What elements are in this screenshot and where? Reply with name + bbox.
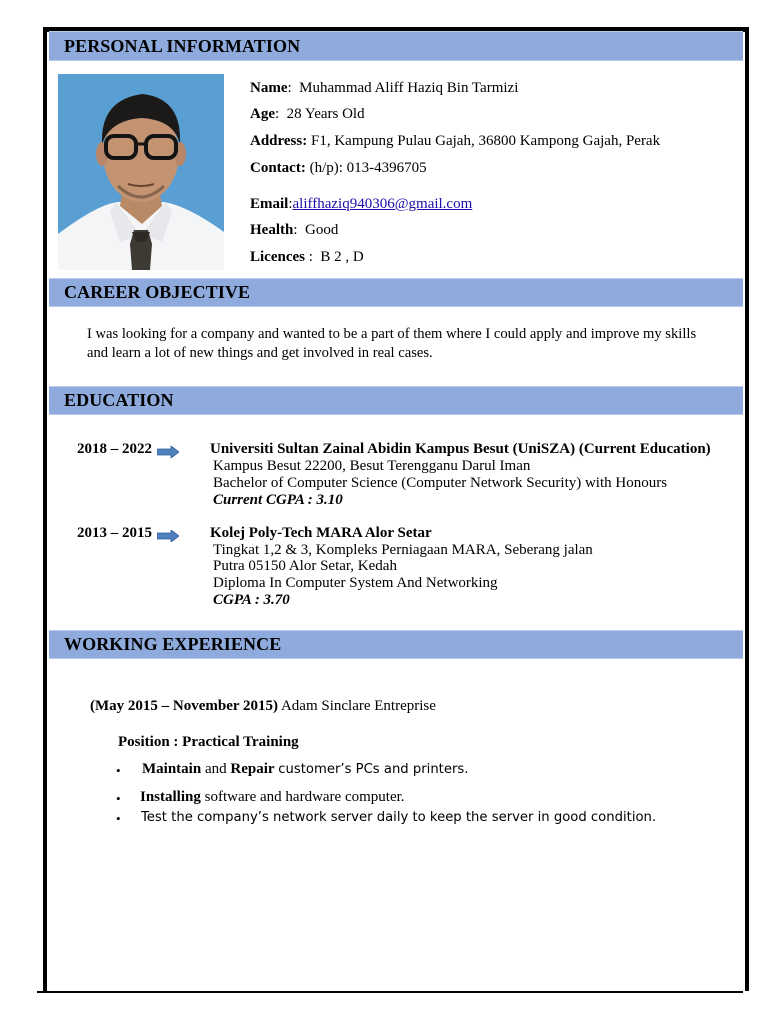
section-header-personal	[49, 31, 743, 61]
name-line: Name: Muhammad Aliff Haziq Bin Tarmizi	[250, 80, 519, 96]
name-value: Muhammad Aliff Haziq Bin Tarmizi	[299, 80, 519, 96]
experience-period: (May 2015 – November 2015)	[90, 698, 279, 714]
edu-years: 2013 – 2015	[77, 525, 152, 541]
bold-text: Repair	[230, 761, 275, 777]
edu-detail: Putra 05150 Alor Setar, Kedah	[213, 558, 397, 574]
age-label: Age	[250, 106, 275, 122]
edu-school: Universiti Sultan Zainal Abidin Kampus Besut (UniSZA) (Current Education)	[210, 441, 711, 457]
experience-bullet-2	[140, 789, 405, 806]
email-link[interactable]: aliffhaziq940306@gmail.com	[292, 196, 473, 212]
text: and	[204, 761, 227, 777]
name-label: Name	[250, 80, 288, 96]
health-line: Health: Good	[250, 222, 339, 238]
address-value: F1, Kampung Pulau Gajah, 36800 Kampong Gajah, Perak	[310, 133, 661, 149]
bold-text: Installing	[140, 789, 201, 805]
section-title: PERSONAL INFORMATION	[64, 36, 301, 56]
edu-grade: CGPA : 3.70	[213, 592, 290, 608]
arrow-right-icon	[157, 446, 179, 458]
address-label: Address:	[250, 133, 308, 149]
text: software and hardware computer.	[204, 789, 405, 805]
experience-header	[90, 698, 436, 715]
experience-position: Position : Practical Training	[118, 734, 299, 750]
section-header-education	[49, 386, 743, 415]
edu-detail: Kampus Besut 22200, Besut Terengganu Darul Iman	[213, 458, 531, 474]
email-line: Email:aliffhaziq940306@gmail.com	[250, 196, 473, 212]
licences-label: Licences	[250, 249, 305, 265]
edu-school: Kolej Poly-Tech MARA Alor Setar	[210, 525, 432, 541]
experience-bullet-3: Test the company’s network server daily to keep the server in good condition.	[141, 810, 657, 825]
section-title: CAREER OBJECTIVE	[64, 282, 251, 302]
health-value: Good	[305, 222, 339, 238]
experience-bullet-1	[142, 761, 468, 778]
bullet: •	[116, 763, 121, 778]
bold-text: Maintain	[142, 761, 202, 777]
contact-value: (h/p): 013-4396705	[309, 160, 427, 176]
objective-line: and learn a lot of new things and get involved in real cases.	[87, 345, 433, 361]
edu-detail: Tingkat 1,2 & 3, Kompleks Perniagaan MARA, Seberang jalan	[213, 542, 593, 558]
section-title: WORKING EXPERIENCE	[64, 634, 282, 654]
arrow-right-icon	[157, 530, 179, 542]
address-line	[250, 133, 660, 150]
objective-text	[87, 325, 737, 363]
edu-detail: Diploma In Computer System And Networking	[213, 575, 498, 591]
bottom-rule	[37, 991, 743, 993]
contact-line	[250, 160, 427, 177]
profile-photo	[58, 74, 224, 270]
edu-grade: Current CGPA : 3.10	[213, 492, 343, 508]
edu-detail: Bachelor of Computer Science (Computer Network Security) with Honours	[213, 475, 668, 491]
section-header-objective	[49, 278, 743, 307]
objective-line: I was looking for a company and wanted to be a part of them where I could apply and improve my skills	[87, 326, 697, 342]
section-title: EDUCATION	[64, 390, 174, 410]
licences-value: B 2 , D	[320, 249, 364, 265]
age-line: Age: 28 Years Old	[250, 106, 365, 122]
email-label: Email	[250, 196, 289, 212]
age-value: 28 Years Old	[286, 106, 365, 122]
section-header-experience	[49, 630, 743, 659]
bullet: •	[116, 791, 121, 806]
edu-years: 2018 – 2022	[77, 441, 152, 457]
contact-label: Contact:	[250, 160, 306, 176]
bullet: •	[116, 811, 121, 826]
licences-line: Licences : B 2 , D	[250, 249, 364, 265]
health-label: Health	[250, 222, 294, 238]
experience-company: Adam Sinclare Entreprise	[280, 698, 436, 714]
text: customer’s PCs and printers.	[278, 762, 469, 777]
